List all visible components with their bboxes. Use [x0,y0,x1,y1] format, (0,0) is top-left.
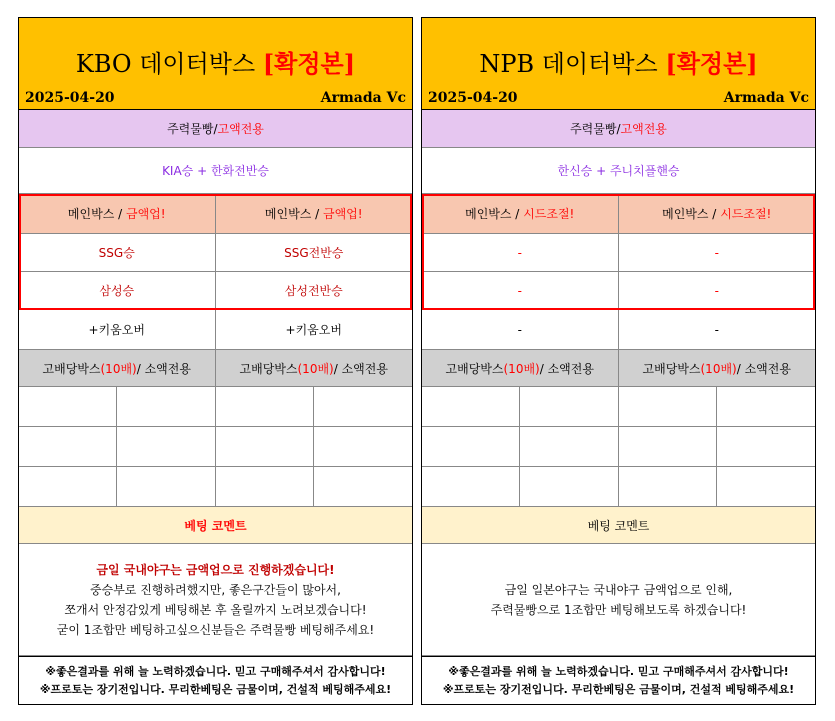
kbo-extra-right: +키움오버 [285,323,342,337]
kbo-mainbox-accent-left: 금액업! [125,207,166,221]
npb-main-label-sep: / [616,121,621,136]
npb-high-cell [619,427,717,467]
npb-high-cell [717,467,815,507]
kbo-mainbox-label-right: 메인박스 / [264,207,320,221]
kbo-databox [18,17,413,705]
kbo-main-label-text: 주력물빵 [167,122,214,136]
npb-mainbox-header-left [422,194,619,233]
kbo-high-cell [314,467,412,507]
npb-title-accent: [확정본] [665,49,758,78]
npb-mainbox-accent-right: 시드조절! [720,207,772,221]
kbo-date: 2025-04-20 [25,90,115,106]
kbo-high-cell [314,387,412,427]
kbo-highbox-accent-left: (10배) [100,361,137,376]
npb-comment-line-2: 주력물빵으로 1조합만 베팅해보도록 하겠습니다! [490,602,747,617]
kbo-high-cell [19,427,117,467]
kbo-title-accent: [확정본] [262,49,356,78]
npb-highbox-label-right: 고배당박스 [642,361,701,376]
npb-title-text: NPB 데이터박스 [479,50,658,78]
npb-high-cell [422,387,520,427]
kbo-brand: Armada Vc [320,90,406,106]
npb-main-pick: 한신승 + 주니치플핸승 [422,148,815,194]
npb-comment-header-text: 베팅 코멘트 [587,518,650,533]
kbo-high-cell [117,467,215,507]
npb-high-cell [520,467,618,507]
kbo-footer [19,656,412,706]
kbo-mainbox-accent-right: 금액업! [322,207,363,221]
kbo-mainbox-header-right [216,194,413,233]
npb-mainbox-label-left: 메인박스 / [465,207,520,221]
kbo-highbox-suffix-right: / 소액전용 [333,361,388,376]
npb-mainbox-row-1 [422,234,815,272]
npb-title [422,44,815,79]
npb-highbox-header-right [619,350,816,386]
npb-high-cell [717,387,815,427]
kbo-comment-line-2: 쪼개서 안정감있게 베팅해본 후 올릴까지 노려보겠습니다! [64,602,367,617]
kbo-mainbox-header-left [19,194,216,233]
npb-brand: Armada Vc [723,90,809,106]
npb-databox [421,17,816,705]
npb-mainbox-accent-left: 시드조절! [523,207,575,221]
kbo-header [19,18,412,110]
kbo-title-text: KBO 데이터박스 [75,50,256,78]
npb-highbox-label-left: 고배당박스 [445,361,504,376]
npb-pick-2-left: - [422,272,619,309]
kbo-comment-line-3: 굳이 1조합만 베팅하고싶으신분들은 주력물빵 베팅해주세요! [56,622,375,637]
kbo-highbox-header [19,350,412,387]
kbo-main-label [19,110,412,148]
kbo-comment-highlight: 금일 국내야구는 금액업으로 진행하겠습니다! [96,562,335,577]
npb-pick-1-right: - [714,245,719,260]
kbo-high-cell [19,467,117,507]
npb-high-cell [422,427,520,467]
npb-highbox-grid [422,387,815,507]
npb-high-cell [717,427,815,467]
kbo-footer-line-2: ※프로토는 장기전입니다. 무리한베팅은 금물이며, 건설적 베팅해주세요! [39,683,392,696]
npb-highbox-accent-right: (10배) [700,361,737,376]
kbo-high-cell [216,467,314,507]
kbo-high-cell [216,387,314,427]
npb-mainbox-header-right [619,194,816,233]
kbo-mainbox-header [19,194,412,234]
kbo-comment-header-text: 베팅 코멘트 [184,518,247,533]
kbo-mainbox-label-left: 메인박스 / [67,207,123,221]
npb-extra-right: - [714,322,719,337]
npb-mainbox-row-2 [422,272,815,310]
npb-pick-2-right: - [714,283,719,298]
kbo-comment-header [19,507,412,544]
npb-highbox-suffix-right: / 소액전용 [736,361,791,376]
kbo-main-label-accent: 고액전용 [217,122,264,136]
kbo-high-cell [216,427,314,467]
npb-extra-left: - [422,310,619,349]
npb-main-label [422,110,815,148]
kbo-main-pick: KIA승 + 한화전반승 [19,148,412,194]
kbo-title [19,44,412,79]
npb-footer [422,656,815,706]
npb-highbox-header [422,350,815,387]
kbo-mainbox-row-2 [19,272,412,310]
npb-header [422,18,815,110]
npb-pick-1-left: - [422,234,619,271]
kbo-extra-row [19,310,412,350]
kbo-comment [19,544,412,656]
kbo-high-cell [19,387,117,427]
kbo-highbox-grid [19,387,412,507]
npb-mainbox-label-right: 메인박스 / [662,207,717,221]
npb-comment-header [422,507,815,544]
npb-comment-line-1: 금일 일본야구는 국내야구 금액업으로 인해, [504,582,733,597]
npb-comment [422,544,815,656]
kbo-mainbox-row-1 [19,234,412,272]
kbo-high-cell [117,387,215,427]
kbo-high-cell [117,427,215,467]
kbo-main-label-sep: / [213,121,218,136]
npb-highbox-accent-left: (10배) [503,361,540,376]
npb-highbox-header-left [422,350,619,386]
npb-high-cell [619,467,717,507]
kbo-highbox-header-left [19,350,216,386]
kbo-extra-left: +키움오버 [19,310,216,349]
kbo-highbox-label-left: 고배당박스 [42,361,101,376]
kbo-highbox-suffix-left: / 소액전용 [136,361,191,376]
npb-high-cell [422,467,520,507]
npb-extra-row [422,310,815,350]
npb-date: 2025-04-20 [428,90,518,106]
npb-main-label-text: 주력물빵 [570,122,617,136]
npb-high-cell [619,387,717,427]
kbo-highbox-accent-right: (10배) [297,361,334,376]
kbo-pick-2-left: 삼성승 [19,272,216,309]
npb-footer-line-1: ※좋은결과를 위해 늘 노력하겠습니다. 믿고 구매해주셔서 감사합니다! [448,665,789,678]
kbo-highbox-label-right: 고배당박스 [239,361,298,376]
kbo-pick-2-right: 삼성전반승 [284,284,343,298]
kbo-high-cell [314,427,412,467]
kbo-footer-line-1: ※좋은결과를 위해 늘 노력하겠습니다. 믿고 구매해주셔서 감사합니다! [45,665,386,678]
npb-mainbox-header [422,194,815,234]
npb-highbox-suffix-left: / 소액전용 [539,361,594,376]
npb-high-cell [520,387,618,427]
kbo-comment-line-1: 중승부로 진행하려했지만, 좋은구간들이 많아서, [90,582,341,597]
npb-high-cell [520,427,618,467]
kbo-pick-1-left: SSG승 [19,234,216,271]
kbo-pick-1-right: SSG전반승 [284,246,344,260]
kbo-highbox-header-right [216,350,413,386]
npb-footer-line-2: ※프로토는 장기전입니다. 무리한베팅은 금물이며, 건설적 베팅해주세요! [442,683,795,696]
npb-main-label-accent: 고액전용 [620,122,667,136]
